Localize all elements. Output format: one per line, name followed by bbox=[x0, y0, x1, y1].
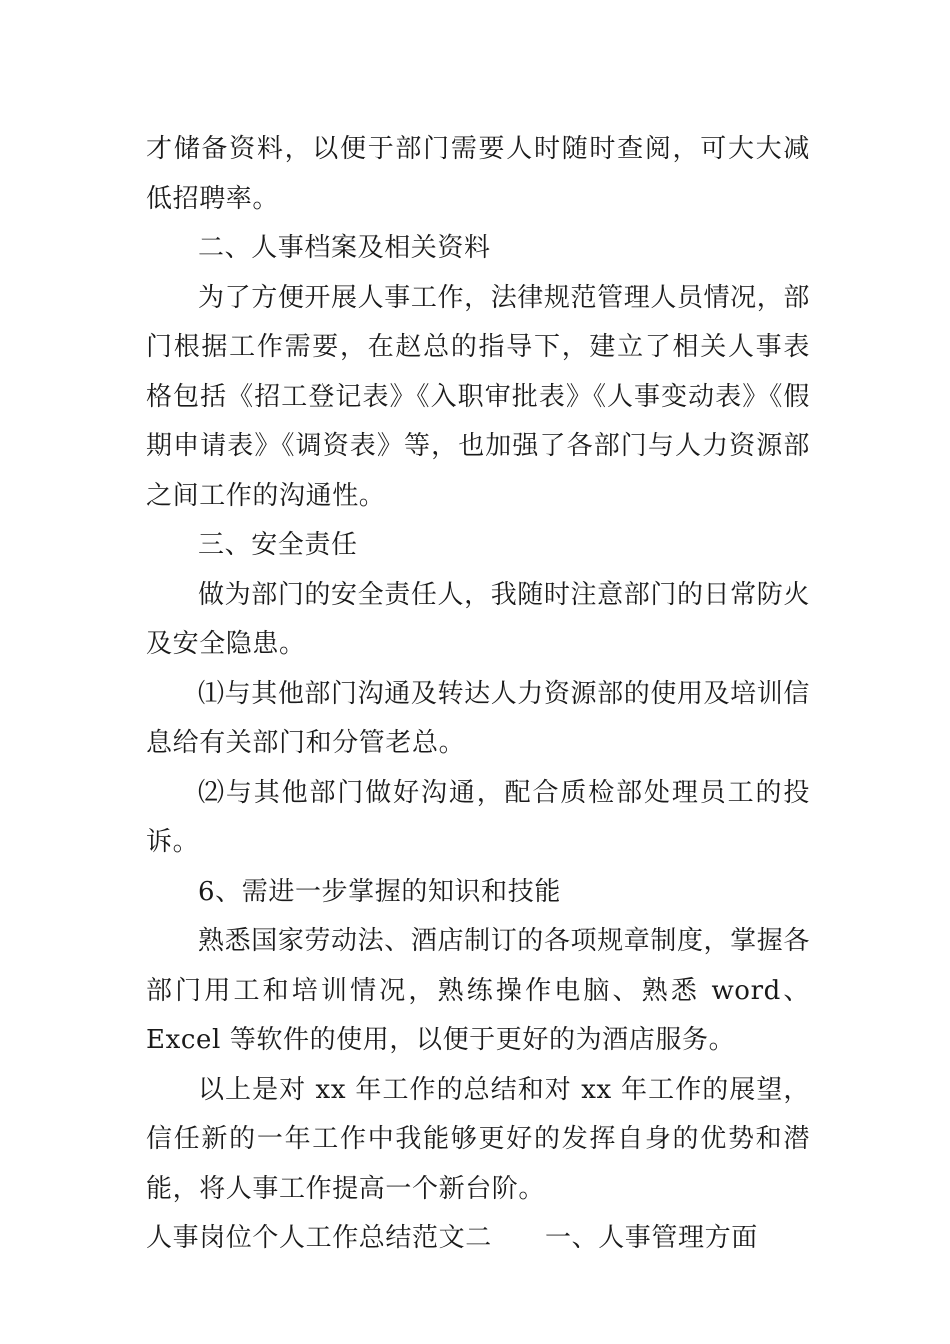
paragraph-5: 做为部门的安全责任人，我随时注意部门的日常防火及安全隐患。 bbox=[146, 579, 810, 659]
next-article-title: 人事岗位个人工作总结范文二 一、人事管理方面 bbox=[146, 1223, 758, 1253]
paragraph-6: ⑴与其他部门沟通及转达人力资源部的使用及培训信息给有关部门和分管老总。 bbox=[146, 678, 810, 758]
paragraph-7: ⑵与其他部门做好沟通，配合质检部处理员工的投诉。 bbox=[146, 777, 810, 857]
section-heading-4: 三、安全责任 bbox=[198, 530, 358, 560]
document-body bbox=[146, 125, 810, 1264]
paragraph-9: 熟悉国家劳动法、酒店制订的各项规章制度，掌握各部门用工和培训情况，熟练操作电脑、熟悉 word、Excel 等软件的使用，以便于更好的为酒店服务。 bbox=[146, 926, 810, 1055]
paragraph-1: 才储备资料，以便于部门需要人时随时查阅，可大大减低招聘率。 bbox=[146, 134, 810, 214]
section-heading-2: 二、人事档案及相关资料 bbox=[198, 233, 491, 263]
paragraph-3: 为了方便开展人事工作，法律规范管理人员情况，部门根据工作需要，在赵总的指导下，建立了相关人事表格包括《招工登记表》《入职审批表》《人事变动表》《假期申请表》《调资表》等，也加强了各部门与人力资源部之间工作的沟通性。 bbox=[146, 282, 810, 511]
paragraph-10: 以上是对 xx 年工作的总结和对 xx 年工作的展望，信任新的一年工作中我能够更好的发挥自身的优势和潜能，将人事工作提高一个新台阶。 bbox=[146, 1074, 810, 1204]
section-heading-8: 6、需进一步掌握的知识和技能 bbox=[198, 876, 561, 907]
